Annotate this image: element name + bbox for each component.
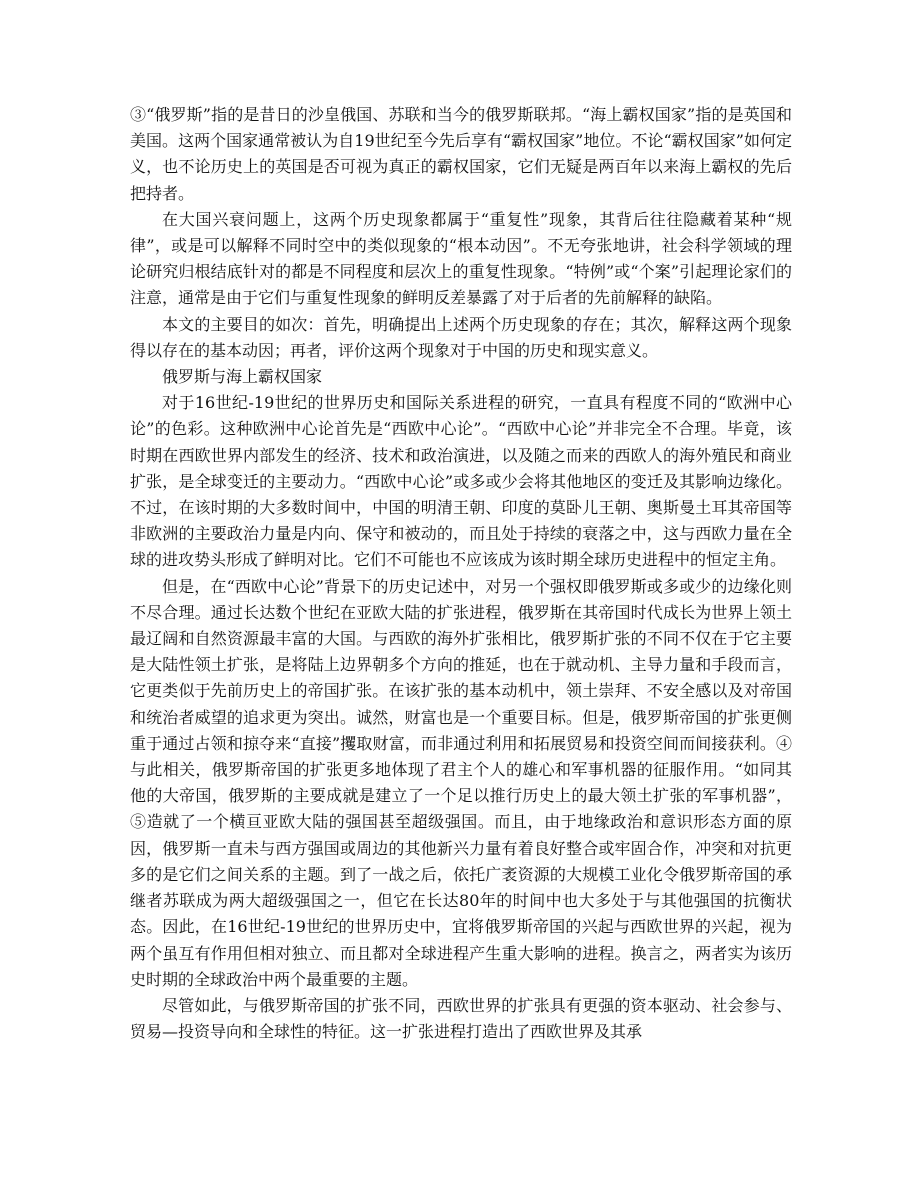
paragraph-eurocentrism: 对于16世纪-19世纪的世界历史和国际关系进程的研究，一直具有程度不同的“欧洲中心论”的色彩。这种欧洲中心论首先是“西欧中心论”。“西欧中心论”并非完全不合理。毕竟，该时期在西欧世界内部发生的经济、技术和政治演进，以及随之而来的西欧人的海外殖民和商业扩张，是全球变迁的主要动力。“西欧中心论”或多或少会将其他地区的变迁及其影响边缘化。不过，在该时期的大多数时间中，中国的明清王朝、印度的莫卧儿王朝、奥斯曼土耳其帝国等非欧洲的主要政治力量是内向、保守和被动的，而且处于持续的衰落之中，这与西欧力量在全球的进攻势头形成了鲜明对比。它们不可能也不应该成为该时期全球历史进程中的恒定主角。 <box>130 393 792 570</box>
paragraph-footnote-intro: ③“俄罗斯”指的是昔日的沙皇俄国、苏联和当今的俄罗斯联邦。“海上霸权国家”指的是英国和美国。这两个国家通常被认为自19世纪至今先后享有“霸权国家”地位。不论“霸权国家”如何定义，也不论历史上的英国是否可视为真正的霸权国家，它们无疑是两百年以来海上霸权的先后把持者。 <box>130 105 792 203</box>
document-page <box>130 102 792 1045</box>
paragraph-repetitive-phenomena: 在大国兴衰问题上，这两个历史现象都属于“重复性”现象，其背后往往隐藏着某种“规律”，或是可以解释不同时空中的类似现象的“根本动因”。不无夸张地讲，社会科学领域的理论研究归根结底针对的都是不同程度和层次上的重复性现象。“特例”或“个案”引起理论家们的注意，通常是由于它们与重复性现象的鲜明反差暴露了对于后者的先前解释的缺陷。 <box>130 209 792 308</box>
section-heading: 俄罗斯与海上霸权国家 <box>162 367 323 387</box>
paragraph-purpose: 本文的主要目的如次：首先，明确提出上述两个历史现象的存在；其次，解释这两个现象得以存在的基本动因；再者，评价这两个现象对于中国的历史和现实意义。 <box>130 314 792 360</box>
paragraph-russia-expansion: 但是，在“西欧中心论”背景下的历史记述中，对另一个强权即俄罗斯或多或少的边缘化则不尽合理。通过长达数个世纪在亚欧大陆的扩张进程，俄罗斯在其帝国时代成长为世界上领土最辽阔和自然资源最丰富的大国。与西欧的海外扩张相比，俄罗斯扩张的不同不仅在于它主要是大陆性领土扩张，是将陆上边界朝多个方向的推延，也在于就动机、主导力量和手段而言，它更类似于先前历史上的帝国扩张。在该扩张的基本动机中，领土崇拜、不安全感以及对帝国和统治者威望的追求更为突出。诚然，财富也是一个重要目标。但是，俄罗斯帝国的扩张更侧重于通过占领和掠夺来“直接”攫取财富，而非通过利用和拓展贸易和投资空间而间接获利。④与此相关，俄罗斯帝国的扩张更多地体现了君主个人的雄心和军事机器的征服作用。“如同其他的大帝国，俄罗斯的主要成就是建立了一个足以推行历史上的最大领土扩张的军事机器”，⑤造就了一个横亘亚欧大陆的强国甚至超级强国。而且，由于地缘政治和意识形态方面的原因，俄罗斯一直未与西方强国或周边的其他新兴力量有着良好整合或牢固合作，冲突和对抗更多的是它们之间关系的主题。到了一战之后，依托广袤资源的大规模工业化令俄罗斯帝国的承继者苏联成为两大超级强国之一，但它在长达80年的时间中也大多处于与其他强国的抗衡状态。因此，在16世纪-19世纪的世界历史中，宜将俄罗斯帝国的兴起与西欧世界的兴起，视为两个虽互有作用但相对独立、而且都对全球进程产生重大影响的进程。换言之，两者实为该历史时期的全球政治中两个最重要的主题。 <box>130 576 792 989</box>
paragraph-western-europe: 尽管如此，与俄罗斯帝国的扩张不同，西欧世界的扩张具有更强的资本驱动、社会参与、贸易—投资导向和全球性的特征。这一扩张进程打造出了西欧世界及其承 <box>130 995 792 1042</box>
